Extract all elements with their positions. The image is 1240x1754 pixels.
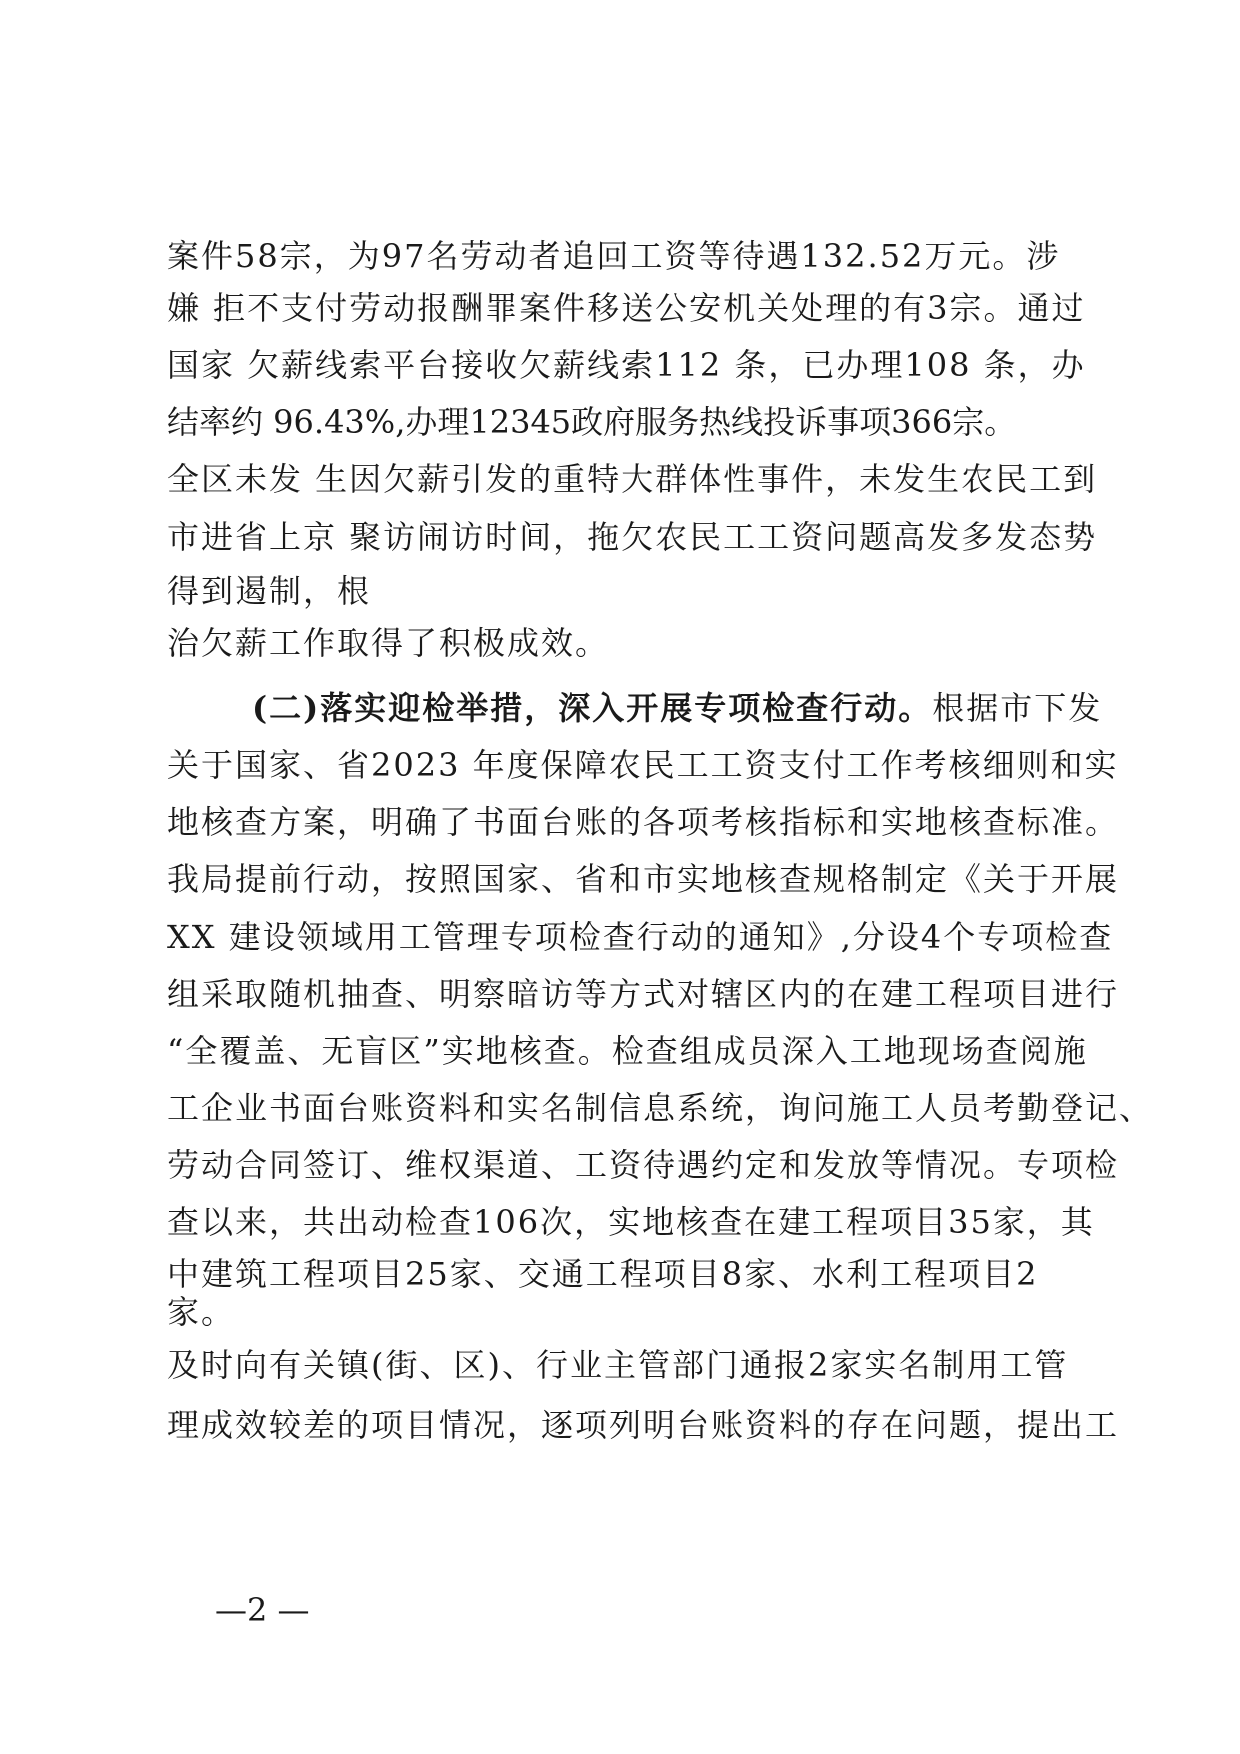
text-line: 关于国家、省2023 年度保障农民工工资支付工作考核细则和实 [167, 746, 1119, 784]
text-line: 中建筑工程项目25家、交通工程项目8家、水利工程项目2 [167, 1255, 1039, 1293]
text-line: 治欠薪工作取得了积极成效。 [167, 624, 610, 662]
text-line: 得到遏制，根 [167, 572, 372, 610]
section-heading-line [252, 688, 1102, 728]
text-line: 我局提前行动，按照国家、省和市实地核查规格制定《关于开展 [167, 860, 1120, 898]
text-line: 工企业书面台账资料和实名制信息系统，询问施工人员考勤登记、 [167, 1089, 1154, 1127]
text-line: 地核查方案，明确了书面台账的各项考核指标和实地核查标准。 [167, 803, 1120, 841]
text-line: “全覆盖、无盲区”实地核查。检查组成员深入工地现场查阅施 [167, 1032, 1088, 1070]
text-line: 家。 [167, 1293, 236, 1331]
page-number: —2 — [215, 1591, 310, 1629]
text-line: 市进省上京 聚访闹访时间，拖欠农民工工资问题高发多发态势 [167, 518, 1098, 556]
text-line: 组采取随机抽查、明察暗访等方式对辖区内的在建工程项目进行 [167, 975, 1120, 1013]
text-line: 全区未发 生因欠薪引发的重特大群体性事件，未发生农民工到 [167, 460, 1098, 498]
text-line: 嫌 拒不支付劳动报酬罪案件移送公安机关处理的有3宗。通过 [167, 289, 1086, 327]
text-line: 查以来，共出动检查106次，实地核查在建工程项目35家，其 [167, 1203, 1095, 1241]
section-heading: (二)落实迎检举措，深入开展专项检查行动。 [252, 689, 933, 727]
text-line: 及时向有关镇(街、区)、行业主管部门通报2家实名制用工管 [167, 1346, 1069, 1384]
text-line: 理成效较差的项目情况，逐项列明台账资料的存在问题，提出工 [167, 1406, 1120, 1444]
section-heading-rest: 根据市下发 [932, 689, 1103, 727]
text-line: 案件58宗，为97名劳动者追回工资等待遇132.52万元。涉 [167, 237, 1061, 275]
text-line: 结率约 96.43%,办理12345政府服务热线投诉事项366宗。 [167, 403, 1017, 441]
text-line: 国家 欠薪线索平台接收欠薪线索112 条，已办理108 条，办 [167, 346, 1086, 384]
text-line: 劳动合同签订、维权渠道、工资待遇约定和发放等情况。专项检 [167, 1146, 1120, 1184]
text-line: XX 建设领域用工管理专项检查行动的通知》,分设4个专项检查 [167, 918, 1114, 956]
